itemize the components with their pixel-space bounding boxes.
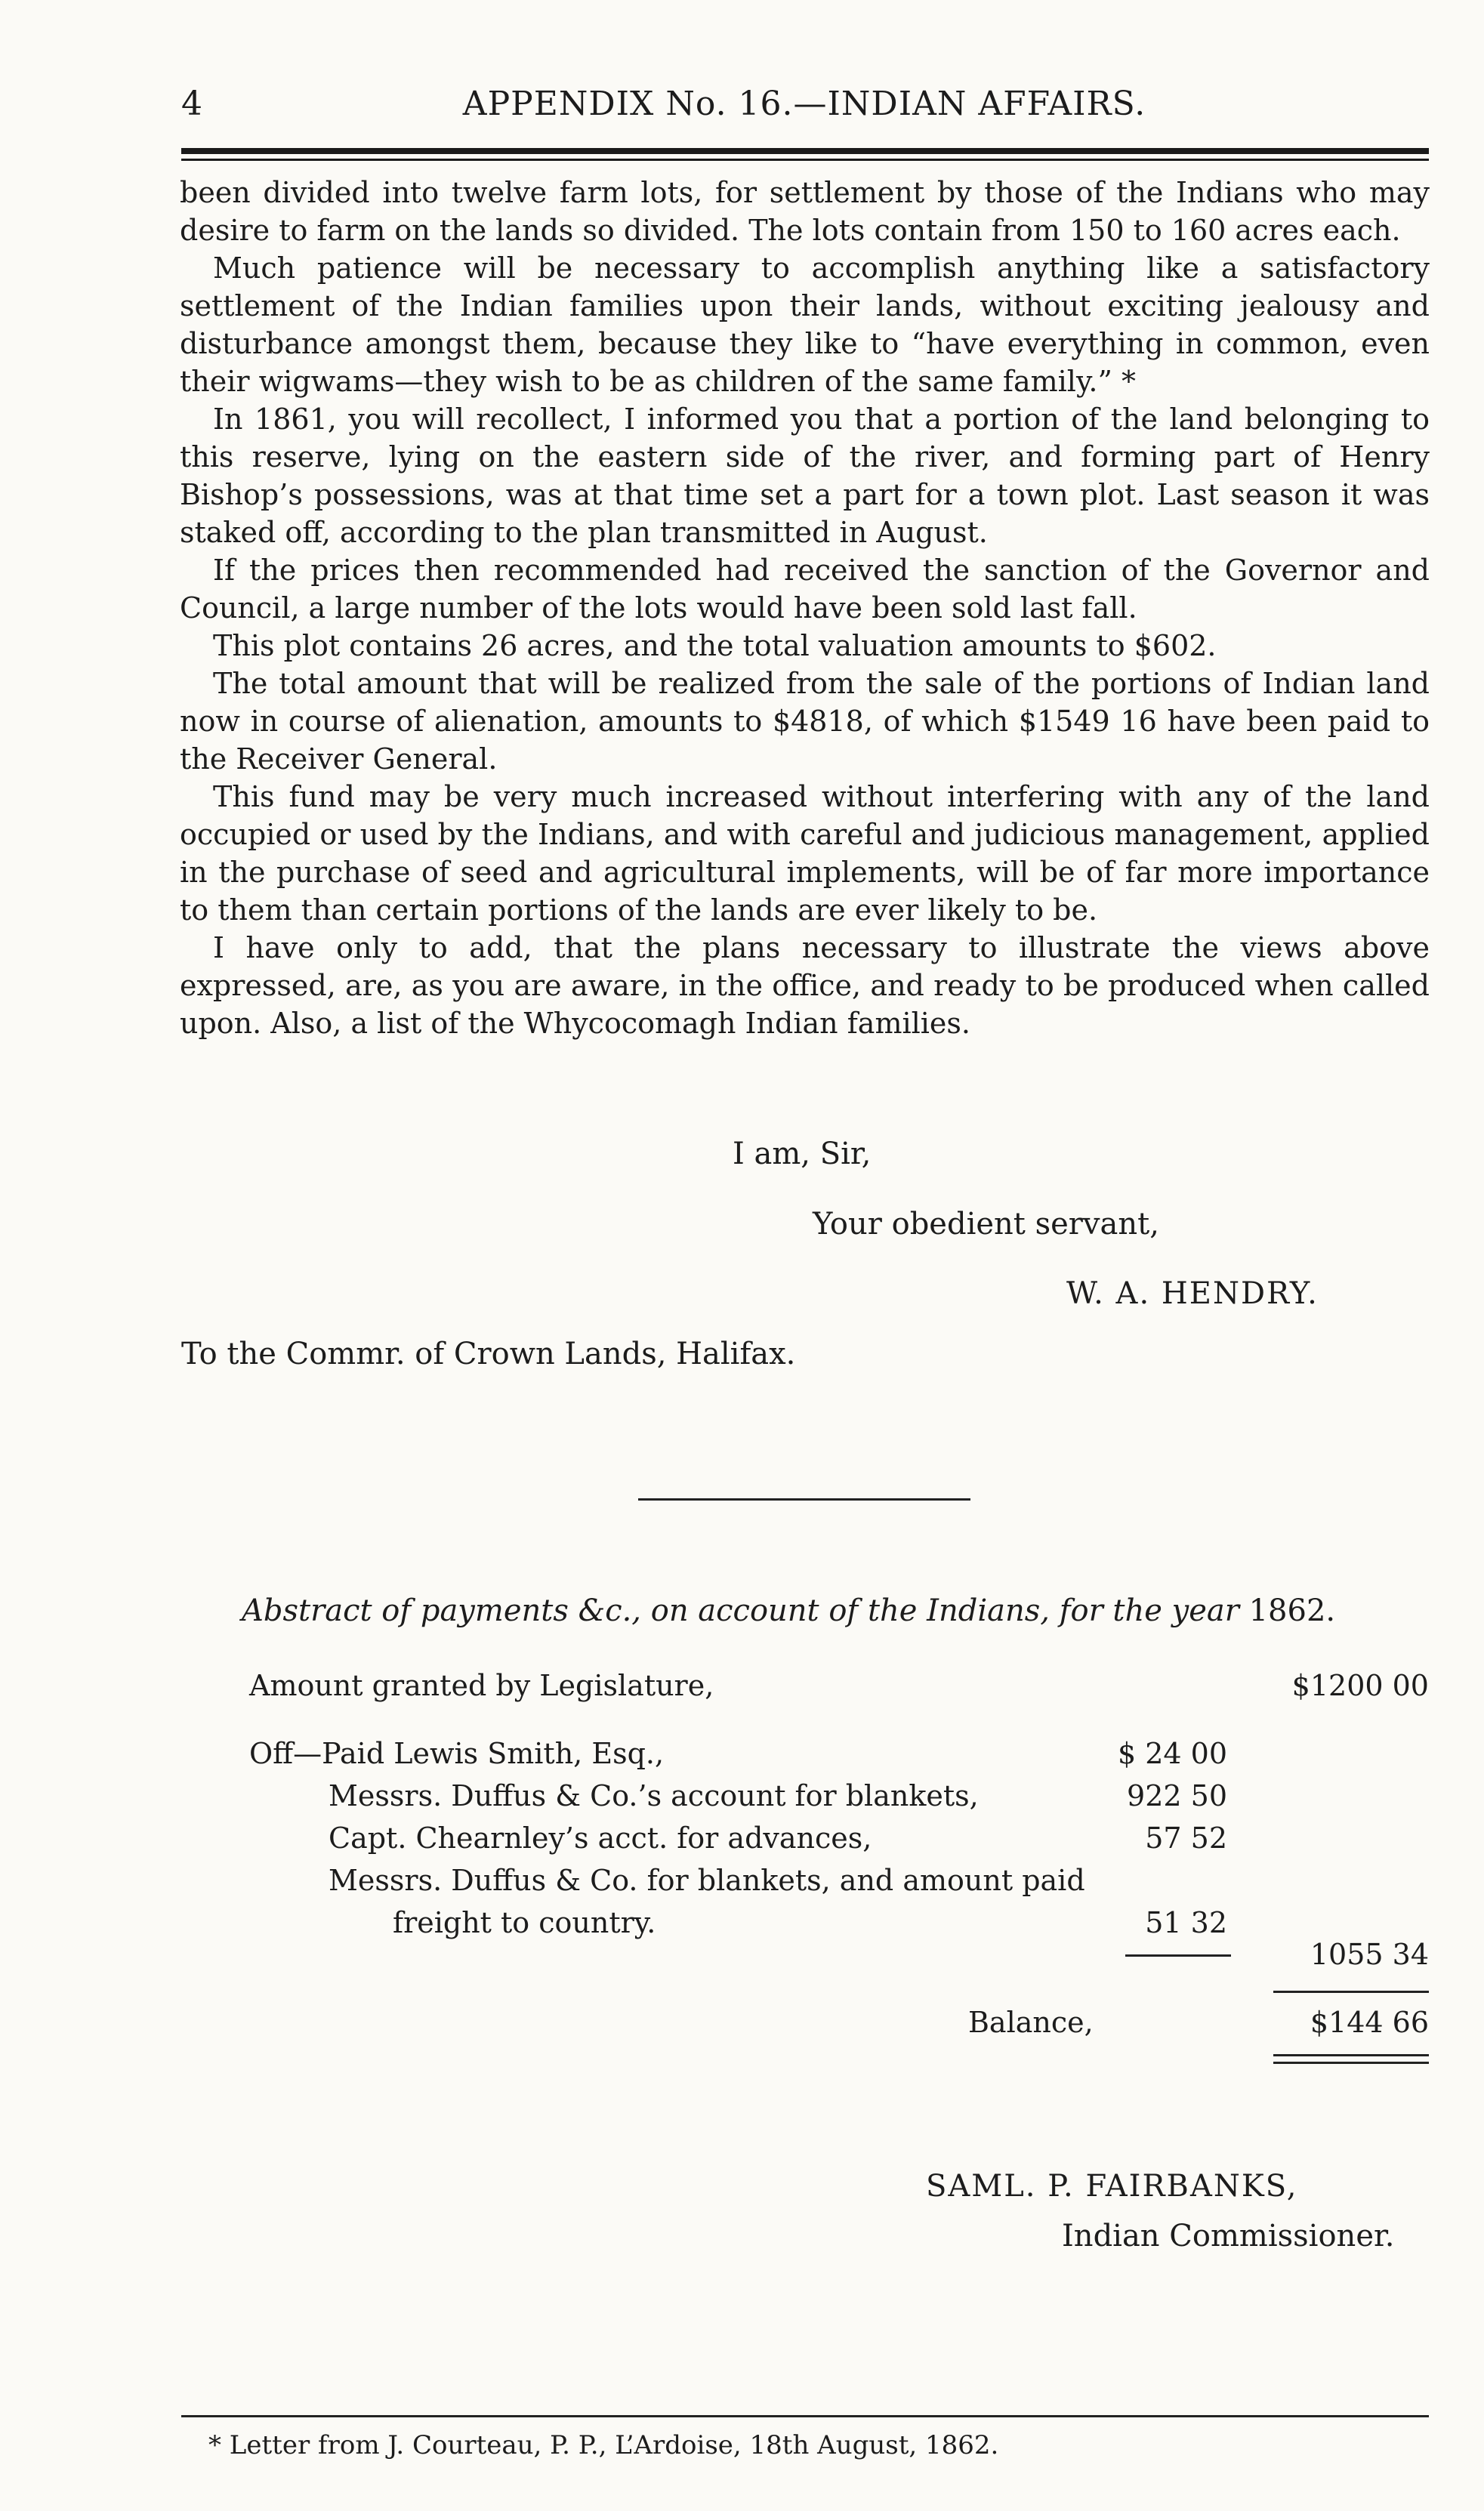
payment-item-label: Capt. Chearnley’s acct. for advances, <box>329 1822 872 1855</box>
paragraph-prices: If the prices then recommended had received the sanction of the Governor and Council, a large number of the lots would have been sold last fall. <box>180 554 1430 625</box>
addressee: To the Commr. of Crown Lands, Halifax. <box>181 1337 796 1371</box>
balance-amount: $144 66 <box>1310 2006 1429 2039</box>
payment-item-label: Off—Paid Lewis Smith, Esq., <box>249 1737 665 1770</box>
letter-body <box>180 174 1430 1042</box>
paragraph-plans: I have only to add, that the plans necessary to illustrate the views above expressed, are, as you are aware, in the office, and ready to be produced when called upon. Also, a list of the Whycocomagh Indian families. <box>180 931 1430 1040</box>
abstract-title <box>242 1593 1335 1628</box>
payment-item-label: Messrs. Duffus & Co.’s account for blankets, <box>329 1779 979 1812</box>
abstract-title-year: 1862. <box>1248 1593 1336 1628</box>
balance-rule-bottom-1 <box>1273 2054 1429 2056</box>
paragraph-continuation: been divided into twelve farm lots, for settlement by those of the Indians who may desire to farm on the lands so divided. The lots contain from 150 to 160 acres each. <box>180 176 1430 247</box>
balance-rule-top <box>1273 1991 1429 1993</box>
paragraph-town-plot: In 1861, you will recollect, I informed you that a portion of the land belonging to this reserve, lying on the eastern side of the river, and forming part of Henry Bishop’s possessions, was at that time set a part for a town plot. Last season it was staked off, according to the plan transmitted in August. <box>180 403 1430 549</box>
header-rule-thin <box>181 159 1429 161</box>
payment-item-label: freight to country. <box>393 1906 656 1939</box>
balance-label: Balance, <box>968 2006 1094 2039</box>
signatory-name: SAML. P. FAIRBANKS, <box>926 2169 1298 2204</box>
signature-hendry: W. A. HENDRY. <box>1066 1276 1319 1311</box>
payment-item-amount: 57 52 <box>1145 1822 1227 1855</box>
paragraph-settlement: Much patience will be necessary to accomplish anything like a satisfactory settlement of the Indian families upon their lands, without exciting jealousy and disturbance amongst them, because they like to “have everything in common, even their wigwams—they wish to be as children of the same family.” * <box>180 251 1430 398</box>
paragraph-total-amount: The total amount that will be realized from the sale of the portions of Indian land now in course of alienation, amounts to $4818, of which $1549 16 have been paid to the Receiver General. <box>180 667 1430 776</box>
items-total-rule <box>1125 1954 1231 1957</box>
payment-item-amount: $ 24 00 <box>1117 1737 1227 1770</box>
page-number: 4 <box>181 85 202 123</box>
section-separator <box>638 1498 970 1501</box>
footnote-rule <box>181 2415 1429 2417</box>
paragraph-plot-valuation: This plot contains 26 acres, and the total valuation amounts to $602. <box>213 629 1217 662</box>
running-head: APPENDIX No. 16.—INDIAN AFFAIRS. <box>462 85 1146 123</box>
payment-item-amount: 922 50 <box>1127 1779 1227 1812</box>
granted-label: Amount granted by Legislature, <box>249 1669 714 1702</box>
subtotal-amount: 1055 34 <box>1310 1938 1429 1971</box>
salutation: I am, Sir, <box>733 1137 872 1171</box>
signatory-title: Indian Commissioner. <box>1062 2219 1395 2253</box>
abstract-title-text: Abstract of payments &c., on account of the Indians, for the year <box>242 1593 1239 1628</box>
granted-amount: $1200 00 <box>1291 1669 1429 1702</box>
payment-item-amount: 51 32 <box>1145 1906 1227 1939</box>
payment-item-label: Messrs. Duffus & Co. for blankets, and amount paid <box>329 1864 1085 1897</box>
balance-rule-bottom-2 <box>1273 2062 1429 2064</box>
footnote: * Letter from J. Courteau, P. P., L’Ardoise, 18th August, 1862. <box>208 2430 999 2460</box>
page-header <box>181 85 1427 137</box>
valediction: Your obedient servant, <box>813 1207 1159 1242</box>
paragraph-fund: This fund may be very much increased without interfering with any of the land occupied or used by the Indians, and with careful and judicious management, applied in the purchase of seed and agricultural implements, will be of far more importance to them than certain portions of the lands are ever likely to be. <box>180 780 1430 927</box>
header-rule-thick <box>181 148 1429 154</box>
